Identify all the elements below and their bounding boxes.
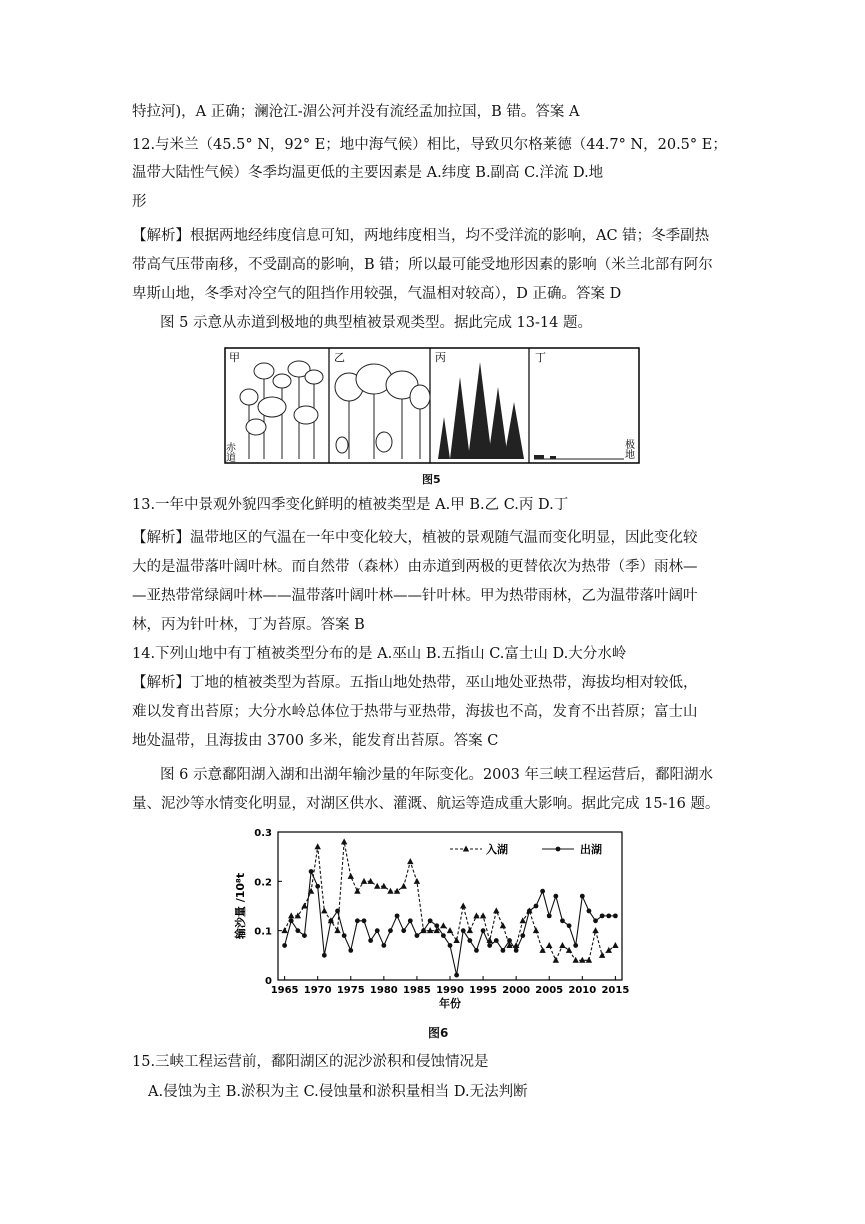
- data-point-in: [348, 873, 354, 879]
- x-tick-label: 1980: [369, 985, 398, 996]
- analysis-12-2: 带高气压带南移，不受副高的影响，B 错；所以最可能受地形因素的影响（米兰北部有阿尔: [132, 257, 713, 273]
- analysis-13-4: 林，丙为针叶林，丁为苔原。答案 B: [132, 617, 365, 633]
- data-point-out: [309, 869, 314, 874]
- data-point-in: [559, 942, 565, 948]
- data-point-out: [567, 923, 572, 928]
- data-point-out: [553, 894, 558, 899]
- data-point-out: [289, 918, 294, 923]
- data-point-out: [534, 904, 539, 909]
- data-point-out: [481, 928, 486, 933]
- data-point-out: [401, 928, 406, 933]
- legend-label-in: 入湖: [486, 843, 508, 856]
- data-point-in: [288, 912, 294, 918]
- data-point-in: [546, 942, 552, 948]
- data-point-in: [566, 947, 572, 953]
- data-point-in: [467, 927, 473, 933]
- data-point-out: [487, 943, 492, 948]
- data-point-in: [341, 838, 347, 844]
- data-point-out: [348, 948, 353, 953]
- data-point-in: [361, 878, 367, 884]
- label-equator: 赤道: [224, 442, 235, 462]
- analysis-14-3: 地处温带，且海拔由 3700 多米，能发育出苔原。答案 C: [132, 733, 499, 749]
- data-point-in: [374, 883, 380, 889]
- data-point-out: [322, 953, 327, 958]
- data-point-out: [467, 938, 472, 943]
- data-point-in: [407, 858, 413, 864]
- figure-6-chart: [230, 826, 630, 1016]
- panel-jia: 甲: [229, 351, 240, 364]
- panel-yi: 乙: [334, 351, 345, 364]
- question-12-cont: 温带大陆性气候）冬季均温更低的主要因素是 A.纬度 B.副高 C.洋流 D.地: [132, 165, 604, 181]
- y-tick-label: 0.1: [254, 926, 272, 938]
- x-tick-label: 1990: [436, 985, 464, 996]
- data-point-out: [295, 928, 300, 933]
- plot-frame: [278, 832, 622, 980]
- question-13: 13.一年中景观外貌四季变化鲜明的植被类型是 A.甲 B.乙 C.丙 D.丁: [132, 497, 569, 513]
- question-12-cont2: 形: [132, 194, 147, 210]
- question-15: 15.三峡工程运营前，鄱阳湖区的泥沙淤积和侵蚀情况是: [132, 1054, 489, 1070]
- data-point-out: [573, 943, 578, 948]
- analysis-14-2: 难以发育出苔原；大分水岭总体位于热带与亚热带，海拔也不高，发育不出苔原；富士山: [132, 704, 698, 720]
- data-point-out: [547, 913, 552, 918]
- data-point-out: [421, 928, 426, 933]
- data-point-out: [600, 913, 605, 918]
- data-point-in: [480, 912, 486, 918]
- data-point-out: [368, 938, 373, 943]
- series-line-in: [285, 842, 616, 960]
- x-tick-label: 2015: [601, 985, 630, 996]
- fig6-intro-1: 图 6 示意鄱阳湖入湖和出湖年输沙量的年际变化。2003 年三峡工程运营后，鄱阳湖水: [160, 767, 713, 783]
- data-point-out: [355, 918, 360, 923]
- data-point-in: [533, 927, 539, 933]
- fig6-caption: 图6: [428, 1026, 449, 1040]
- data-point-out: [606, 913, 611, 918]
- figure-5-vegetation: [224, 347, 640, 467]
- fig6-intro-2: 量、泥沙等水情变化明显，对湖区供水、灌溉、航运等造成重大影响。据此完成 15-16 题。: [132, 796, 720, 812]
- data-point-out: [408, 918, 413, 923]
- data-point-in: [493, 907, 499, 913]
- question-12: 12.与米兰（45.5° N，92° E；地中海气候）相比，导致贝尔格莱德（44.7° N，20.5° E；: [132, 137, 727, 153]
- question-14: 14.下列山地中有丁植被类型分布的是 A.巫山 B.五指山 C.富士山 D.大分水岭: [132, 646, 627, 662]
- data-point-out: [448, 943, 453, 948]
- data-point-in: [599, 952, 605, 958]
- data-point-out: [494, 938, 499, 943]
- fig5-intro: 图 5 示意从赤道到极地的典型植被景观类型。据此完成 13-14 题。: [160, 315, 592, 331]
- x-tick-label: 2000: [502, 985, 531, 996]
- analysis-13-2: 大的是温带落叶阔叶林。而自然带（森林）由赤道到两极的更替依次为热带（季）雨林—: [132, 559, 698, 575]
- legend-label-out: 出湖: [580, 843, 602, 856]
- x-tick-label: 1985: [403, 985, 431, 996]
- analysis-13-3: —亚热带常绿阔叶林——温带落叶阔叶林——针叶林。甲为热带雨林，乙为温带落叶阔叶: [132, 588, 698, 604]
- legend-marker-out: [556, 847, 561, 852]
- data-point-in: [440, 922, 446, 928]
- panel-ding: 丁: [535, 351, 546, 364]
- analysis-13-1: 【解析】温带地区的气温在一年中变化较大，植被的景观随气温而变化明显，因此变化较: [132, 530, 698, 546]
- data-point-in: [612, 942, 618, 948]
- data-point-out: [388, 928, 393, 933]
- legend-marker-in: [463, 846, 469, 852]
- data-point-out: [375, 928, 380, 933]
- y-axis-label: 输沙量 /10⁸t: [234, 872, 247, 940]
- data-point-out: [514, 948, 519, 953]
- data-point-in: [500, 922, 506, 928]
- data-point-out: [302, 933, 307, 938]
- data-point-out: [335, 909, 340, 914]
- data-point-in: [572, 957, 578, 963]
- data-point-in: [301, 903, 307, 909]
- x-tick-label: 1965: [270, 985, 299, 996]
- x-axis-label: 年份: [439, 997, 461, 1010]
- data-point-out: [540, 889, 545, 894]
- data-point-out: [580, 894, 585, 899]
- data-point-out: [381, 943, 386, 948]
- analysis-14-1: 【解析】丁地的植被类型为苔原。五指山地处热带，巫山地处亚热带，海拔均相对较低，: [132, 675, 698, 691]
- data-point-out: [282, 943, 287, 948]
- data-point-in: [281, 927, 287, 933]
- data-point-in: [592, 927, 598, 933]
- data-point-out: [613, 913, 618, 918]
- data-point-in: [606, 947, 612, 953]
- x-tick-label: 2010: [568, 985, 597, 996]
- data-point-in: [314, 843, 320, 849]
- data-point-out: [441, 933, 446, 938]
- data-point-out: [428, 918, 433, 923]
- analysis-12-1: 【解析】根据两地经纬度信息可知，两地纬度相当，均不受洋流的影响，AC 错；冬季副热: [132, 228, 710, 244]
- data-point-out: [501, 948, 506, 953]
- data-point-out: [415, 933, 420, 938]
- data-point-out: [434, 923, 439, 928]
- data-point-out: [315, 884, 320, 889]
- y-tick-label: 0.3: [254, 828, 272, 839]
- series-line-out: [285, 871, 616, 975]
- data-point-out: [329, 918, 334, 923]
- data-point-in: [321, 907, 327, 913]
- data-point-in: [460, 903, 466, 909]
- data-point-out: [507, 938, 512, 943]
- x-tick-label: 2005: [535, 985, 564, 996]
- data-point-out: [520, 933, 525, 938]
- data-point-out: [560, 918, 565, 923]
- data-point-out: [454, 973, 459, 978]
- data-point-out: [461, 928, 466, 933]
- data-point-in: [539, 947, 545, 953]
- data-point-in: [553, 957, 559, 963]
- data-point-out: [587, 909, 592, 914]
- panel-bing: 丙: [435, 351, 446, 364]
- data-point-out: [395, 913, 400, 918]
- x-tick-label: 1975: [336, 985, 365, 996]
- data-point-in: [400, 883, 406, 889]
- text-line-1: 特拉河)，A 正确；澜沧江-湄公河并没有流经孟加拉国，B 错。答案 A: [132, 104, 580, 120]
- fig5-caption: 图5: [422, 473, 441, 486]
- question-15-options: A.侵蚀为主 B.淤积为主 C.侵蚀量和淤积量相当 D.无法判断: [148, 1084, 528, 1100]
- x-tick-label: 1970: [303, 985, 332, 996]
- data-point-in: [414, 878, 420, 884]
- data-point-out: [593, 918, 598, 923]
- y-tick-label: 0: [265, 976, 272, 987]
- data-point-out: [474, 948, 479, 953]
- label-pole: 极地: [622, 439, 634, 459]
- data-point-out: [527, 909, 532, 914]
- analysis-12-3: 卑斯山地，冬季对冷空气的阻挡作用较强，气温相对较高），D 正确。答案 D: [132, 286, 622, 302]
- x-tick-label: 1995: [469, 985, 497, 996]
- data-point-in: [387, 888, 393, 894]
- y-tick-label: 0.2: [254, 877, 272, 889]
- data-point-out: [362, 918, 367, 923]
- data-point-in: [447, 927, 453, 933]
- data-point-out: [342, 933, 347, 938]
